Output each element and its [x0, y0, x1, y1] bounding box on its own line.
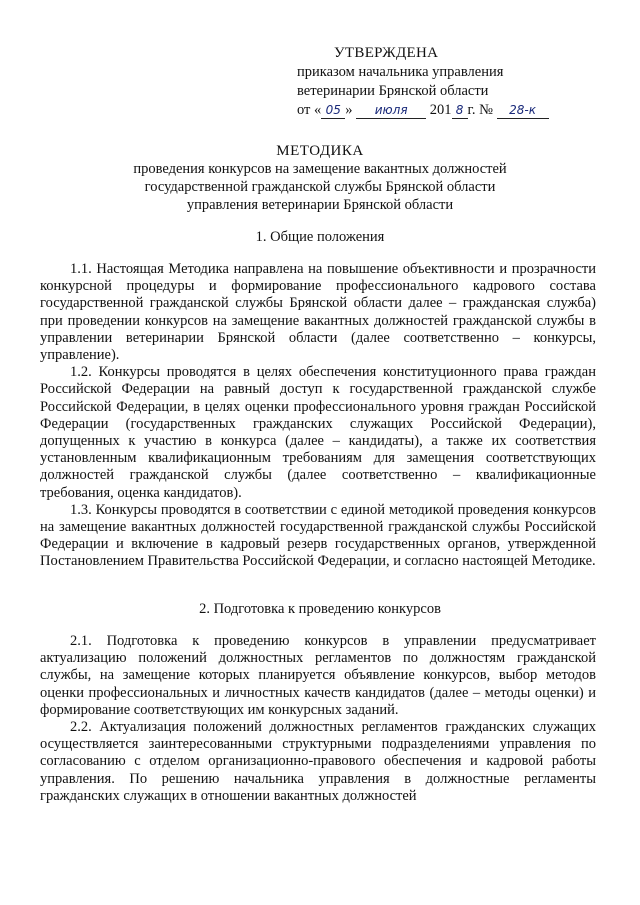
handwritten-order-number: 28-к — [497, 103, 549, 119]
handwritten-day: 05 — [321, 103, 345, 119]
paragraph-1-2: 1.2. Конкурсы проводятся в целях обеспечения конституционного права граждан Российской Федерации на равный доступ к государственной гражданской службе Российской Федерации, в целях оценки профессионального уровня граждан Российской Федерации (государственных гражданских служащих Российской Федерации), допущенных к участию в конкурса (далее – кандидаты), а также их соответствия установленным квалификационным требованиям для замещения соответствующих должностей гражданской службы (далее соответственно – квалификационные требования, оценка кандидатов). — [40, 364, 596, 501]
section-1-body — [40, 261, 596, 571]
paragraph-2-2: 2.2. Актуализация положений должностных регламентов гражданских служащих осуществляется заинтересованными структурными подразделениями управления по согласованию с отделом организационно-правового обеспечения и кадровой работы управления. По решению начальника управления в должностные регламенты гражданских служащих в отношении вакантных должностей — [40, 719, 596, 804]
approval-order-line: приказом начальника управления — [297, 64, 504, 80]
date-prefix: от « — [297, 102, 322, 118]
section-1-heading: 1. Общие положения — [255, 229, 385, 245]
handwritten-year-digit: 8 — [452, 103, 468, 119]
paragraph-1-1: 1.1. Настоящая Методика направлена на повышение объективности и прозрачности конкурсной процедуры и формирование профессионального кадрового состава государственной гражданской службы Брянской области далее – гражданская служба) при проведении конкурсов на замещение вакантных должностей гражданской службы в управлении ветеринарии Брянской области (далее соответственно – конкурсы, управление). — [40, 261, 596, 364]
date-quote-close: » — [345, 102, 353, 118]
section-2-heading: 2. Подготовка к проведению конкурсов — [199, 601, 441, 617]
subtitle-line-1: проведения конкурсов на замещение вакантных должностей — [133, 161, 507, 177]
year-prefix: 201 — [429, 102, 452, 118]
handwritten-month: июля — [356, 103, 426, 119]
approval-heading: УТВЕРЖДЕНА — [334, 45, 439, 61]
subtitle-line-3: управления ветеринарии Брянской области — [186, 197, 454, 213]
year-suffix: г. № — [467, 102, 493, 118]
document-title: МЕТОДИКА — [276, 143, 364, 159]
document-subtitle — [60, 160, 580, 214]
subtitle-line-2: государственной гражданской службы Брянской области — [144, 179, 496, 195]
approval-block — [297, 44, 597, 120]
approval-dept-line: ветеринарии Брянской области — [297, 83, 489, 99]
paragraph-1-3: 1.3. Конкурсы проводятся в соответствии с единой методикой проведения конкурсов на замещение вакантных должностей государственной гражданской службы Российской Федерации и включение в кадровый резерв государственных органов, утвержденной Постановлением Правительства Российской Федерации, и согласно настоящей Методике. — [40, 501, 596, 570]
approval-date-line — [297, 101, 597, 120]
section-2-body — [40, 633, 596, 805]
paragraph-2-1: 2.1. Подготовка к проведению конкурсов в управлении предусматривает актуализацию положений должностных регламентов по должностям гражданской службы, на замещение которых планируется объявление конкурсов, выбор методов оценки профессиональных и личностных качеств кандидатов (далее – методы оценки) и формирование соответствующих им конкурсных заданий. — [40, 633, 596, 718]
